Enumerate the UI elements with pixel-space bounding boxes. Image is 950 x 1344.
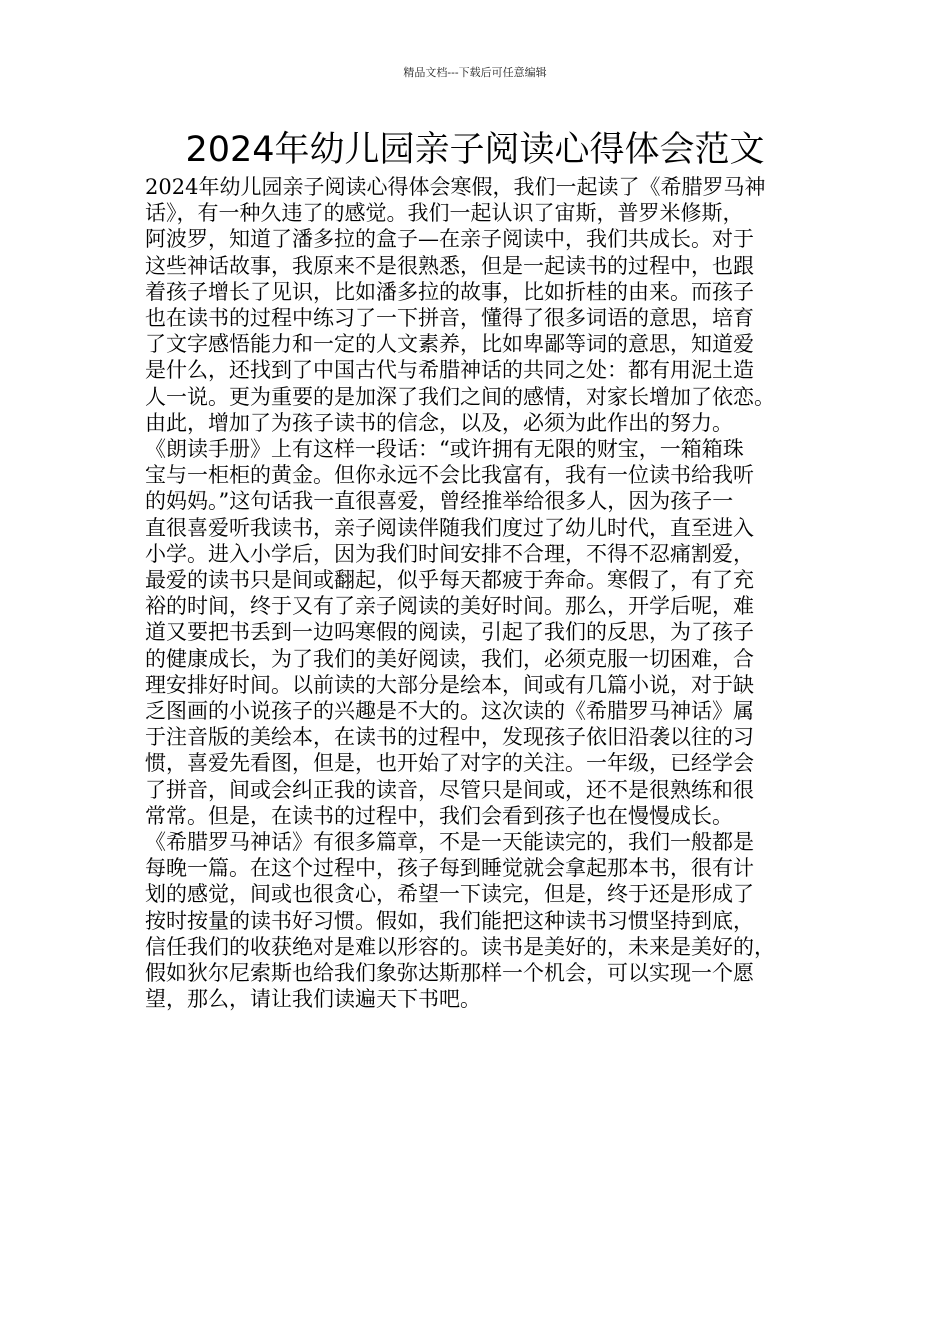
body-text-line: 理安排好时间。以前读的大部分是绘本，间或有几篇小说，对于缺	[145, 672, 754, 697]
body-text-line: 宝与一柜柜的黄金。但你永远不会比我富有，我有一位读书给我听	[145, 463, 754, 488]
body-text-line: 是什么，还找到了中国古代与希腊神话的共同之处：都有用泥土造	[145, 358, 754, 383]
body-text-line: 着孩子增长了见识，比如潘多拉的故事，比如折桂的由来。而孩子	[145, 279, 754, 304]
body-text-line: 最爱的读书只是间或翻起，似乎每天都疲于奔命。寒假了，有了充	[145, 568, 754, 593]
body-text-line: 由此，增加了为孩子读书的信念，以及，必须为此作出的努力。	[145, 410, 733, 435]
body-text-line: 划的感觉，间或也很贪心，希望一下读完，但是，终于还是形成了	[145, 882, 754, 907]
body-text-line: 道又要把书丢到一边吗寒假的阅读，引起了我们的反思，为了孩子	[145, 620, 754, 645]
document-title: 2024年幼儿园亲子阅读心得体会范文	[185, 130, 765, 170]
body-text-line: 按时按量的读书好习惯。假如，我们能把这种读书习惯坚持到底，	[145, 908, 754, 933]
body-text-line: 小学。进入小学后，因为我们时间安排不合理，不得不忍痛割爱，	[145, 541, 754, 566]
body-text-line: 了拼音，间或会纠正我的读音，尽管只是间或，还不是很熟练和很	[145, 777, 754, 802]
body-text-line: 假如狄尔尼索斯也给我们象弥达斯那样一个机会，可以实现一个愿	[145, 961, 754, 986]
body-text-line: 的健康成长，为了我们的美好阅读，我们，必须克服一切困难，合	[145, 646, 754, 671]
document-body	[145, 174, 835, 1013]
body-text-line: 信任我们的收获绝对是难以形容的。读书是美好的，未来是美好的，	[145, 934, 775, 959]
body-text-line: 乏图画的小说孩子的兴趣是不大的。这次读的《希腊罗马神话》属	[145, 699, 754, 724]
body-text-line: 每晚一篇。在这个过程中，孩子每到睡觉就会拿起那本书，很有计	[145, 856, 754, 881]
body-text-line: 人一说。更为重要的是加深了我们之间的感情，对家长增加了依恋。	[145, 384, 775, 409]
body-text-line: 的妈妈。”这句话我一直很喜爱，曾经推举给很多人，因为孩子一	[145, 489, 734, 514]
body-text-line: 直很喜爱听我读书，亲子阅读伴随我们度过了幼儿时代，直至进入	[145, 515, 754, 540]
body-text-line: 裕的时间，终于又有了亲子阅读的美好时间。那么，开学后呢，难	[145, 594, 754, 619]
body-text-line: 阿波罗，知道了潘多拉的盒子—在亲子阅读中，我们共成长。对于	[145, 227, 754, 252]
body-text-line: 望，那么，请让我们读遍天下书吧。	[145, 987, 481, 1012]
body-text-line: 这些神话故事，我原来不是很熟悉，但是一起读书的过程中，也跟	[145, 253, 754, 278]
body-text-line: 话》，有一种久违了的感觉。我们一起认识了宙斯，普罗米修斯，	[145, 201, 744, 226]
page-header-note: 精品文档---下载后可任意编辑	[403, 66, 547, 79]
body-text-line: 2024年幼儿园亲子阅读心得体会寒假，我们一起读了《希腊罗马神	[145, 175, 766, 199]
body-text-line: 惯，喜爱先看图，但是，也开始了对字的关注。一年级，已经学会	[145, 751, 754, 776]
body-text-line: 于注音版的美绘本，在读书的过程中，发现孩子依旧沿袭以往的习	[145, 725, 754, 750]
body-text-line: 常常。但是，在读书的过程中，我们会看到孩子也在慢慢成长。	[145, 803, 733, 828]
body-text-line: 也在读书的过程中练习了一下拼音，懂得了很多词语的意思，培育	[145, 306, 754, 331]
body-text-line: 《朗读手册》上有这样一段话：“或许拥有无限的财宝，一箱箱珠	[145, 437, 744, 462]
body-text-line: 《希腊罗马神话》有很多篇章，不是一天能读完的，我们一般都是	[145, 830, 754, 855]
body-text-line: 了文字感悟能力和一定的人文素养，比如卑鄙等词的意思，知道爱	[145, 332, 754, 357]
